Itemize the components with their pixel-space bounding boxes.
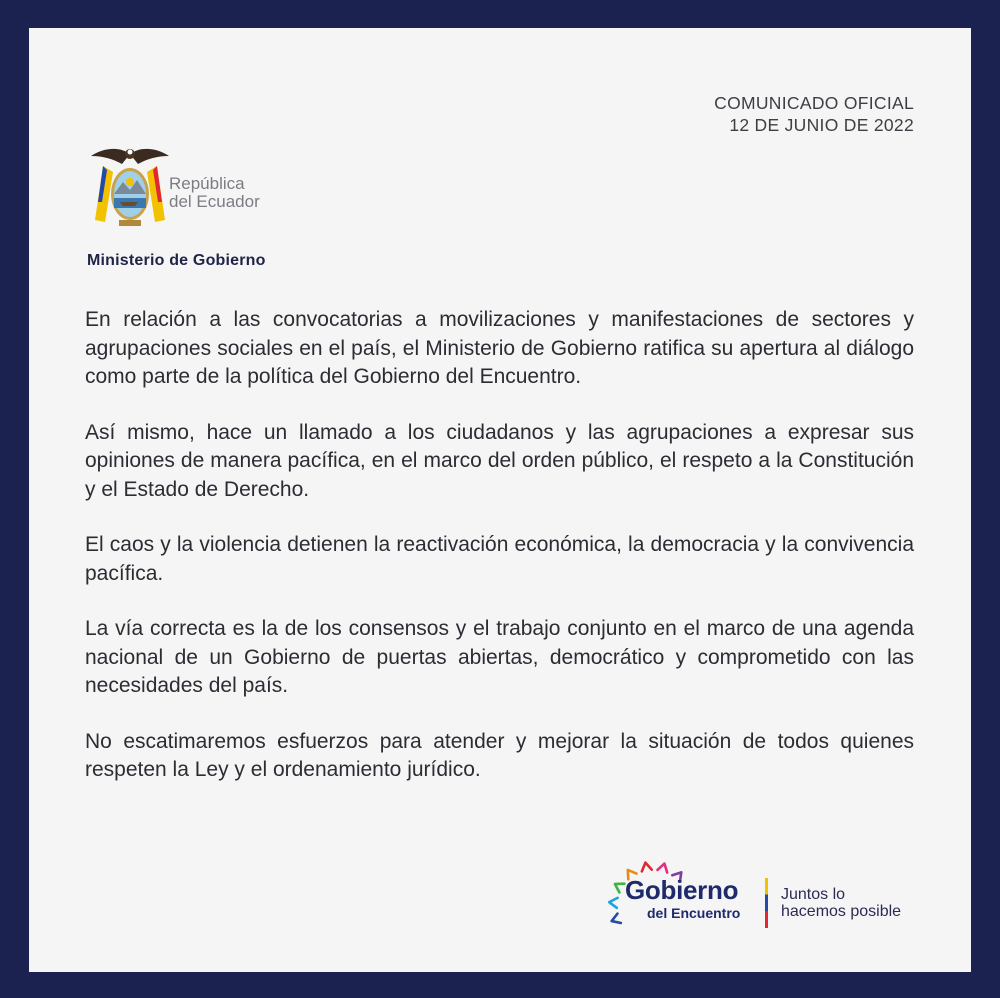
logo-chevron (640, 862, 651, 872)
paragraph-1: En relación a las convocatorias a movilizaciones y manifestaciones de sectores y agrupaciones sociales en el país, el Ministerio de Gobierno ratifica su apertura al diálogo como parte de la política del Gobierno del Encuentro. (85, 308, 914, 388)
paragraph-3: El caos y la violencia detienen la reactivación económica, la democracia y la convivencia pacífica. (85, 533, 914, 585)
paragraph-5: No escatimaremos esfuerzos para atender y mejorar la situación de todos quienes respeten la Ley y el ordenamiento jurídico. (85, 729, 914, 781)
logo-chevron (658, 862, 670, 872)
communique-label: COMUNICADO OFICIAL (714, 93, 914, 113)
logo-chevron (610, 914, 621, 926)
paragraph-4: La vía correcta es la de los consensos y el trabajo conjunto en el marco de una agenda nacional de un Gobierno de puertas abiertas, democrático y comprometido con las necesidades del país. (85, 617, 914, 697)
logo-chevron (612, 880, 624, 893)
document-header (714, 92, 914, 136)
logo-subtitle: del Encuentro (647, 905, 741, 921)
republic-name: República del Ecuador (169, 174, 260, 211)
paragraph-2: Así mismo, hace un llamado a los ciudadanos y las agrupaciones a expresar sus opiniones de manera pacífica, en el marco del orden público, el respeto a la Constitución y el Estado de Derecho. (85, 420, 914, 501)
ministry-name: Ministerio de Gobierno (87, 252, 266, 269)
communique-body (85, 306, 914, 812)
logo-chevron (609, 897, 618, 908)
coat-of-arms-seal (89, 142, 171, 232)
logo-wordmark: Gobierno (625, 875, 739, 905)
logo-divider (765, 878, 768, 928)
logo-tagline: Juntos lo hacemos posible (781, 886, 902, 920)
document-page (29, 28, 971, 972)
communique-date: 12 DE JUNIO DE 2022 (729, 115, 914, 135)
